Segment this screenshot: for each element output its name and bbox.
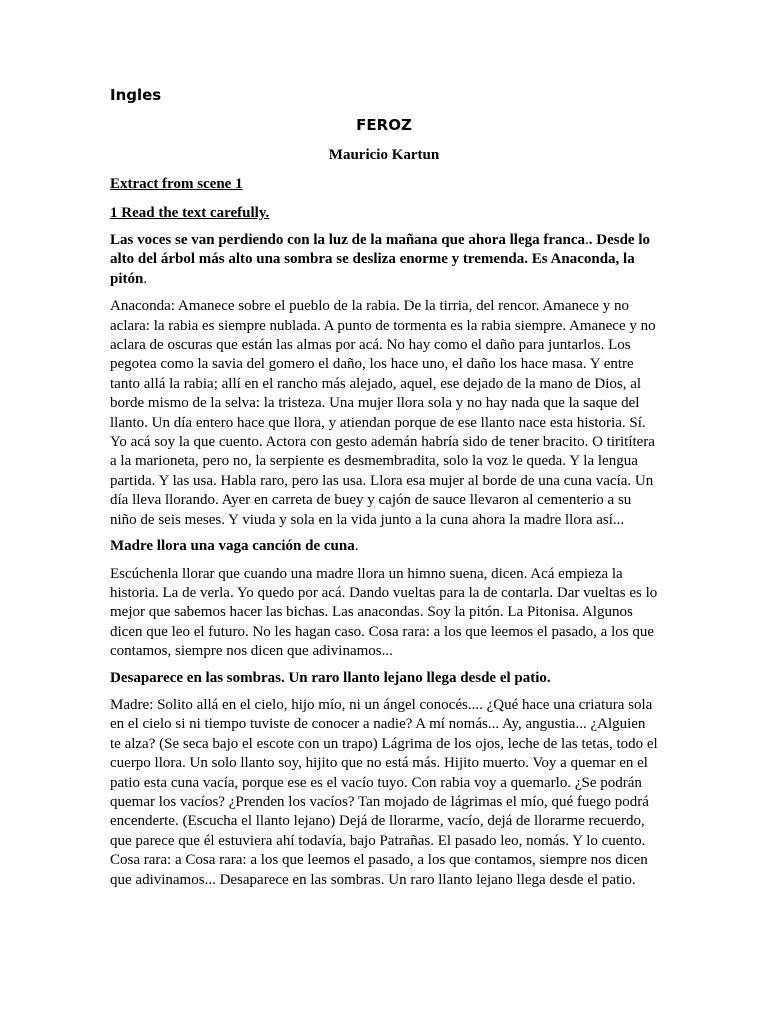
stage-direction-1b-punct: .	[143, 270, 148, 287]
paragraph-anaconda-1: Anaconda: Amanece sobre el pueblo de la rabia. De la tirria, del rencor. Amanece y no aclara: la rabia es siempre nublada. A punto de tormenta es la rabia siempre. Amanece y no aclara de oscuras que están las almas por acá. No hay como el daño para juntarlos. Los pegotea como la savia del gomero el daño, los hace uno, el daño los hace masa. Y entre tanto allá la rabia; allí en el rancho más alejado, aquel, ese dejado de la mano de Dios, al borde mismo de la selva: la tristeza. Una mujer llora sola y no hay nada que la saque del llanto. Un día entero hace que llora, y atiendan porque de ese llanto nace esta historia. Sí. Yo acá soy la que cuento. Actora con gesto ademán habría sido de tener bracito. O tiritítera a la marioneta, pero no, la serpiente es desmembradita, solo la voz le queda. Y la lengua partida. Y las usa. Habla raro, pero las usa. Llora esa mujer al borde de una cuna vacía. Un día lleva llorando. Ayer en carreta de buey y cajón de sauce llevaron al cementerio a su niño de seis meses. Y viuda y sola en la vida junto a la cuna ahora la madre llora así...	[110, 298, 656, 528]
stage-direction-1-punct: .	[585, 232, 589, 248]
paragraph-anaconda-2: Escúchenla llorar que cuando una madre llora un himno suena, dicen. Acá empieza la historia. La de verla. Yo quedo por acá. Dando vueltas para la de contarla. Dar vueltas es lo mejor que sabemos hacer las bichas. Las anacondas. Soy la pitón. La Pitonisa. Algunos dicen que leo el futuro. No les hagan caso. Cosa rara: a los que leemos el pasado, a los que contamos, siempre nos dicen que adivinamos...	[110, 565, 658, 660]
stage-direction-3: Desaparece en las sombras. Un raro llanto lejano llega desde el patio.	[110, 669, 551, 686]
author-name: Mauricio Kartun	[328, 147, 440, 163]
stage-direction-2-text: Madre llora una vaga canción de cuna	[110, 538, 355, 555]
stage-direction-2	[110, 537, 658, 556]
stage-direction-1b-text: . Desde lo alto del árbol más alto una sombra se desliza enorme y tremenda. Es Anaconda, la pitón	[110, 232, 651, 287]
instruction-heading: 1 Read the text carefully.	[110, 205, 270, 221]
stage-direction-1	[110, 231, 658, 289]
extract-heading: Extract from scene 1	[110, 176, 243, 192]
stage-direction-2-punct: .	[354, 538, 359, 555]
stage-direction-1-text: Las voces se van perdiendo con la luz de la mañana que ahora llega franca	[110, 232, 586, 248]
subject-label: Ingles	[110, 86, 162, 104]
play-title: FEROZ	[356, 116, 412, 134]
paragraph-madre: Madre: Solito allá en el cielo, hijo mío, ni un ángel conocés.... ¿Qué hace una criatura sola en el cielo si ni tiempo tuviste de conocer a nadie? A mí nomás... Ay, angustia... ¿Alguien te alza? (Se seca bajo el escote con un trapo) Lágrima de los ojos, leche de las tetas, todo el cuerpo llora. Un solo llanto soy, hijito que no está más. Hijito muerto. Voy a quemar en el patio esta cuna vacía, porque ese es el vacío tuyo. Con rabia voy a quemarlo. ¿Se podrán quemar los vacíos? ¿Prenden los vacíos? Tan mojado de lágrimas el mío, qué fuego podrá encenderte. (Escucha el llanto lejano) Dejá de llorarme, vacío, dejá de llorarme recuerdo, que parece que él estuviera ahí todavía, bajo Patrañas. El pasado leo, nomás. Y lo cuento. Cosa rara: a Cosa rara: a los que leemos el pasado, a los que contamos, siempre nos dicen que adivinamos... Desaparece en las sombras. Un raro llanto lejano llega desde el patio.	[110, 696, 658, 888]
